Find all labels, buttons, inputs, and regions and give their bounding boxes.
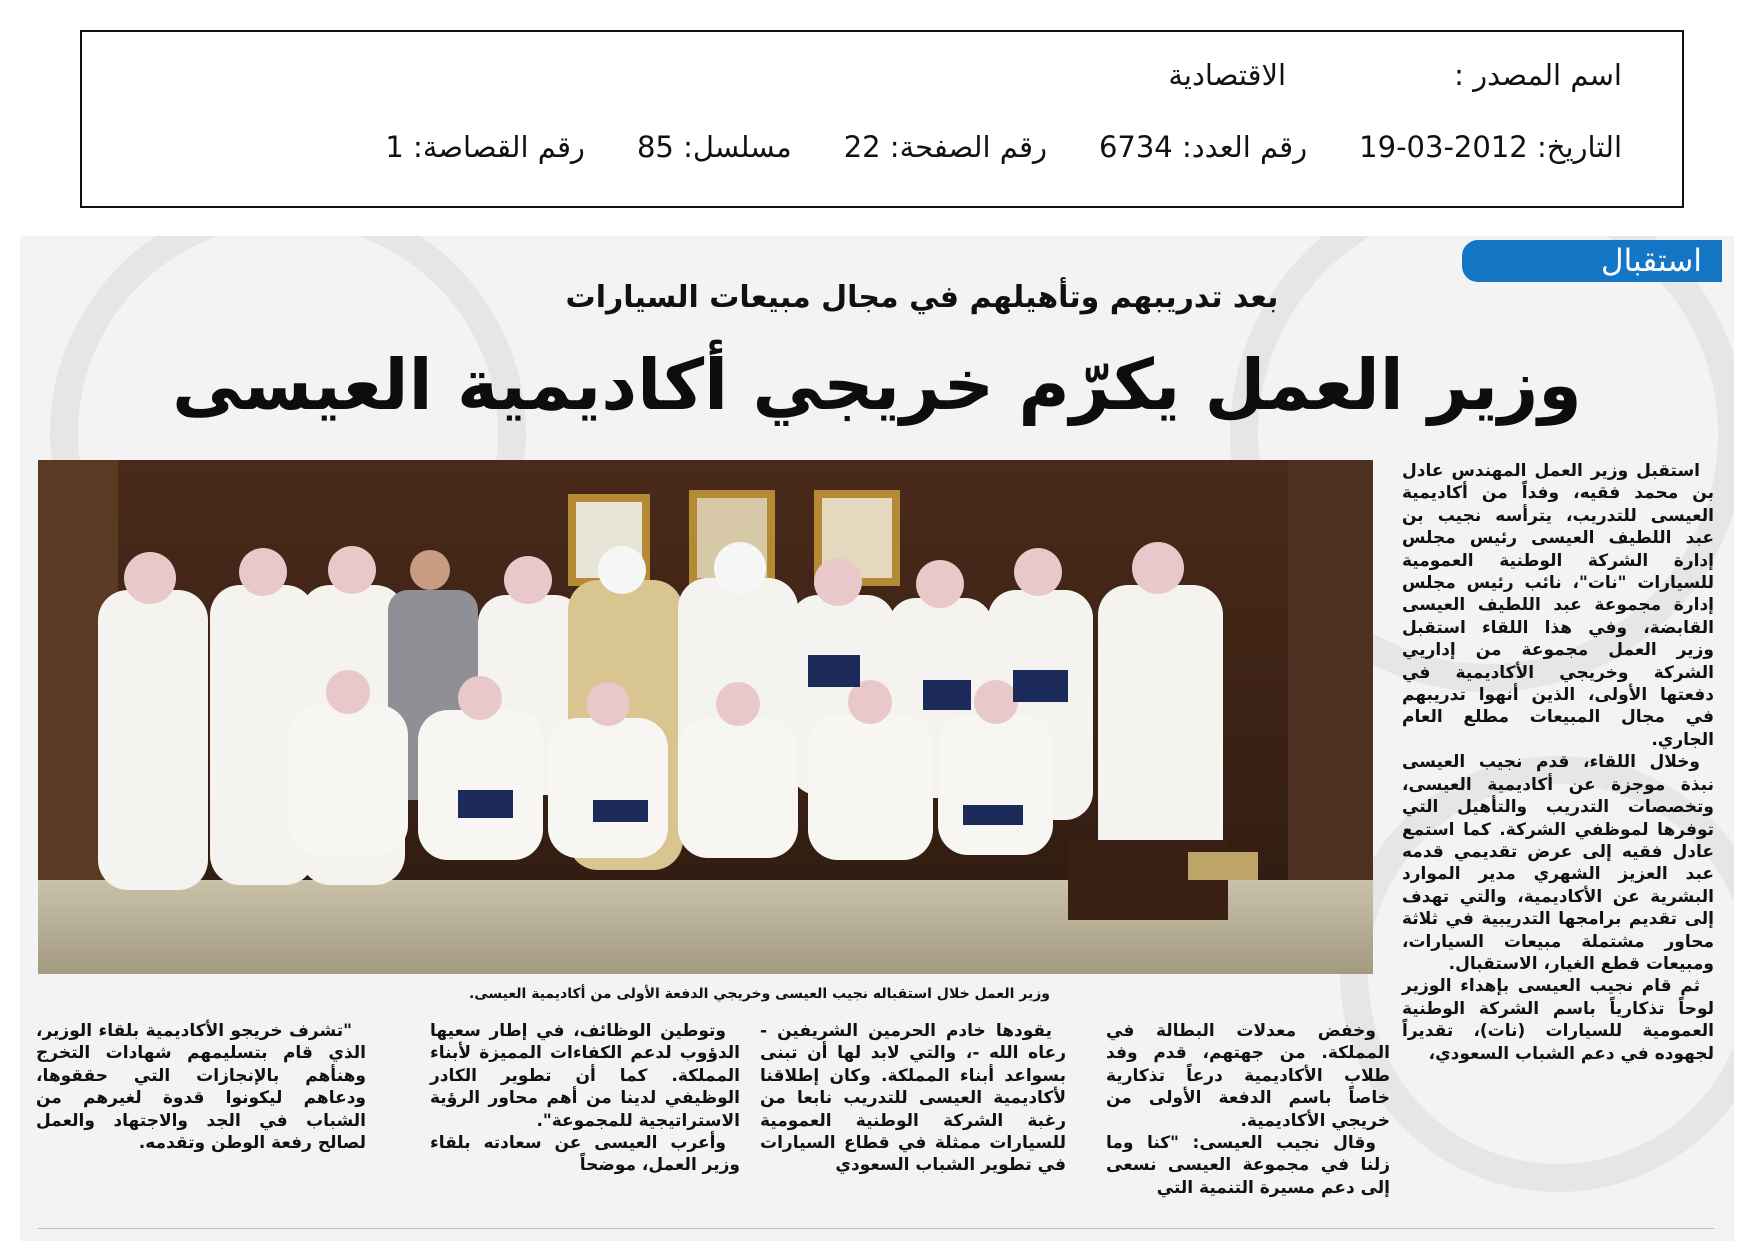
- clip-number-field: رقم القصاصة: 1: [385, 130, 585, 164]
- metadata-box: [80, 30, 1684, 208]
- article-kicker: بعد تدريبهم وتأهيلهم في مجال مبيعات السيارات: [565, 280, 1279, 315]
- article-column: [430, 1020, 740, 1177]
- article-headline: وزير العمل يكرّم خريجي أكاديمية العيسى: [172, 344, 1582, 426]
- source-value: الاقتصادية: [1168, 58, 1287, 92]
- article-column: [760, 1020, 1066, 1177]
- serial-field: مسلسل: 85: [636, 130, 792, 164]
- article-column: [1106, 1020, 1390, 1199]
- newspaper-clipping: [20, 236, 1734, 1241]
- source-label: اسم المصدر :: [1454, 58, 1622, 92]
- page-number-field: رقم الصفحة: 22: [843, 130, 1047, 164]
- paragraph: وقال نجيب العيسى: "كنا وما زلنا في مجموعة العيسى نسعى إلى دعم مسيرة التنمية التي: [1106, 1133, 1390, 1198]
- paragraph: يقودها خادم الحرمين الشريفين - رعاه الله -، والتي لابد لها أن تبنى بسواعد أبناء المملكة. وكان إطلاقنا لأكاديمية العيسى للتدريب نابعا من رغبة الشركة الوطنية العمومية للسيارات ممثلة في قطاع السيارات في تطوير الشباب السعودي: [760, 1021, 1066, 1176]
- group-photo-illustration: [38, 460, 1373, 974]
- paragraph: استقبل وزير العمل المهندس عادل بن محمد فقيه، وفداً من أكاديمية العيسى للتدريب، يترأسه نجيب بن عبد اللطيف العيسى رئيس مجلس إدارة الشركة الوطنية العمومية للسيارات "نات"، نائب رئيس مجلس إدارة مجموعة عبد اللطيف العيسى القابضة، وفي هذا اللقاء استقبل وزير العمل مجموعة من إداريي الشركة وخريجي الأكاديمية في دفعتها الأولى، الذين أنهوا تدريبهم في مجال المبيعات مطلع العام الجاري.: [1402, 461, 1714, 750]
- paragraph: وأعرب العيسى عن سعادته بلقاء وزير العمل، موضحاً: [430, 1133, 740, 1176]
- divider: [38, 1228, 1714, 1229]
- paragraph: ثم قام نجيب العيسى بإهداء الوزير لوحاً تذكارياً باسم الشركة الوطنية العمومية للسيارات (نات)، تقديراً لجهوده في دعم الشباب السعودي،: [1402, 976, 1714, 1064]
- source-row: [1168, 58, 1622, 92]
- article-column-right: [1402, 460, 1714, 1065]
- article-column: [36, 1020, 366, 1154]
- paragraph: وخفض معدلات البطالة في المملكة. من جهتهم، قدم وفد طلاب الأكاديمية درعاً تذكارية خاصاً باسم الدفعة الأولى من خريجي الأكاديمية.: [1106, 1021, 1390, 1131]
- paragraph: وتوطين الوظائف، في إطار سعيها الدؤوب لدعم الكفاءات المميزة لأبناء المملكة. كما أن تطوير الكادر الوظيفي لدينا من أهم محاور الرؤية الاستراتيجية للمجموعة".: [430, 1021, 740, 1131]
- date-field: التاريخ: 2012-03-19: [1359, 130, 1622, 164]
- section-tag: استقبال: [1462, 240, 1722, 282]
- photo-caption: وزير العمل خلال استقباله نجيب العيسى وخريجي الدفعة الأولى من أكاديمية العيسى.: [468, 986, 1050, 1002]
- paragraph: وخلال اللقاء، قدم نجيب العيسى نبذة موجزة عن أكاديمية العيسى، وتخصصات التدريب والتأهيل التي توفرها لموظفي الشركة. كما استمع عادل فقيه إلى عرض تقديمي قدمه عبد العزيز الشهري مدير الموارد البشرية عن الأكاديمية، والتي تهدف إلى تقديم برامجها التدريبية في ثلاثة محاور مشتملة مبيعات السيارات، ومبيعات قطع الغيار، الاستقبال.: [1402, 752, 1714, 974]
- paragraph: "تشرف خريجو الأكاديمية بلقاء الوزير، الذي قام بتسليمهم شهادات التخرج وهنأهم بالإنجازات التي حققوها، ودعاهم ليكونوا قدوة لغيرهم من الشباب في الجد والاجتهاد والعمل لصالح رفعة الوطن وتقدمه.: [36, 1021, 366, 1154]
- group-photo: [38, 460, 1373, 974]
- issue-info-row: [385, 130, 1622, 164]
- issue-number-field: رقم العدد: 6734: [1098, 130, 1308, 164]
